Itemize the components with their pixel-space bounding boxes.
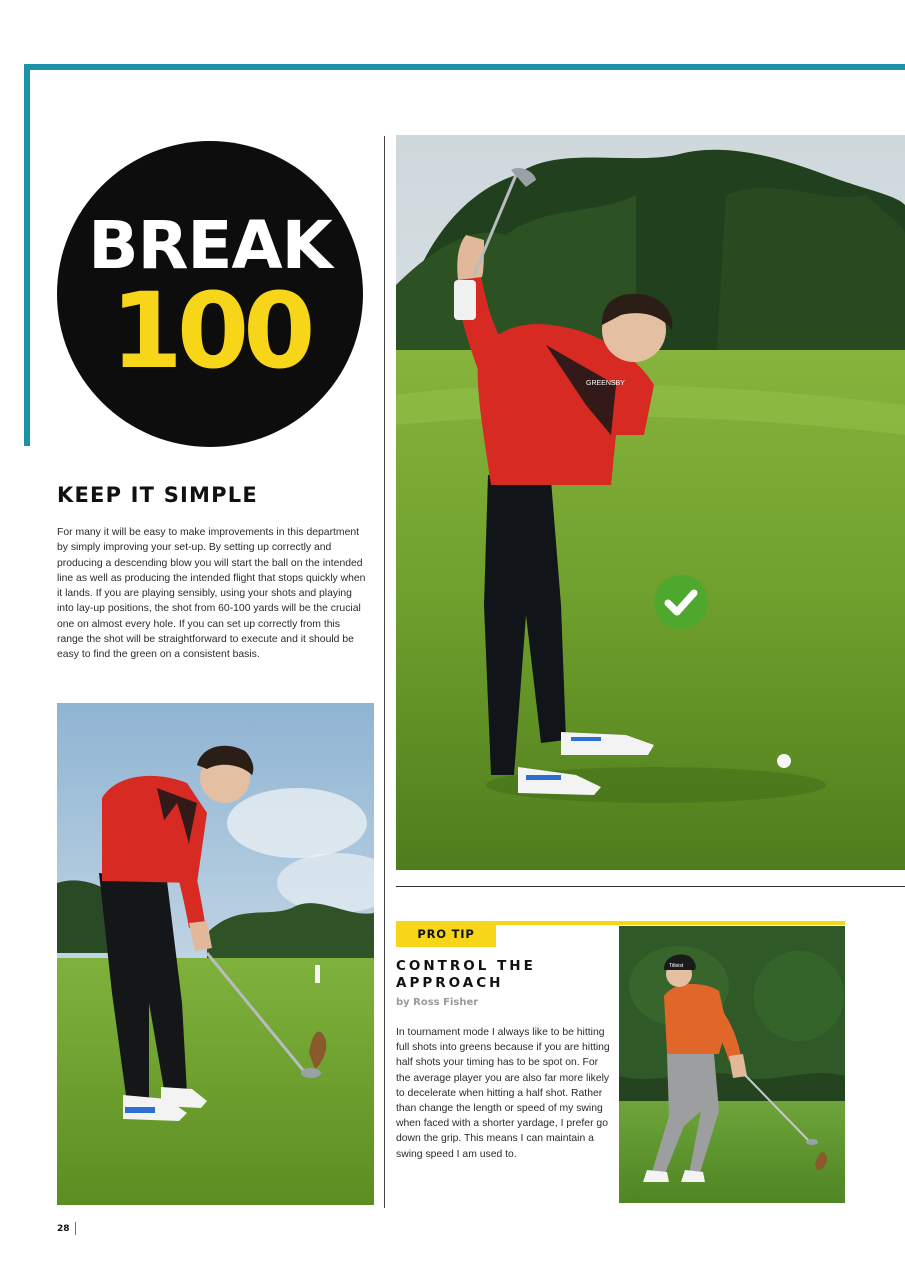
pro-tip-body: In tournament mode I always like to be hitting full shots into greens because if you are hitting half shots your timing has to be spot on. For the average player you are also far more likely to decelerate when hitting a half shot. Rather than change the length or speed of my swing when faced with a shorter yardage, I prefer go down the grip. This means I can maintain a swing speed I am used to.: [396, 1027, 610, 1160]
page-number: 28: [57, 1224, 70, 1234]
break-100-badge: [57, 141, 363, 447]
section-rule: [396, 886, 905, 887]
badge-word: BREAK: [88, 207, 332, 284]
shirt-logo-text: GREENSBY: [586, 380, 625, 387]
pro-tip-tab: PRO TIP: [396, 921, 496, 947]
accent-rule-side: [24, 64, 30, 446]
cap-logo-text: Titleist: [669, 963, 684, 969]
section-body: For many it will be easy to make improvements in this department by simply improving your set-up. By setting up correctly and producing a descending blow you will start the ball on the intended line as well as producing the intended flight that stops quickly when it lands. If you are playing sensibly, using your shots and playing into lay-up positions, the shot from 60-100 yards will be the crucial one on almost every hole. If you can set up correctly from this range the shot will be straightforward to execute and it should be easy to find the green on a consistent basis.: [57, 527, 366, 661]
page-number-tick: [75, 1222, 76, 1235]
address-position-photo: [57, 703, 374, 1205]
pro-tip-photo: [619, 926, 845, 1203]
pro-tip-byline: by Ross Fisher: [396, 997, 479, 1008]
section-heading: KEEP IT SIMPLE: [57, 483, 258, 507]
pro-tip-title: CONTROL THE APPROACH: [396, 958, 536, 991]
backswing-photo: [396, 135, 905, 870]
column-divider: [384, 136, 385, 1208]
badge-number: 100: [110, 270, 310, 392]
check-circle-icon: [653, 574, 709, 630]
accent-rule-top: [24, 64, 905, 70]
